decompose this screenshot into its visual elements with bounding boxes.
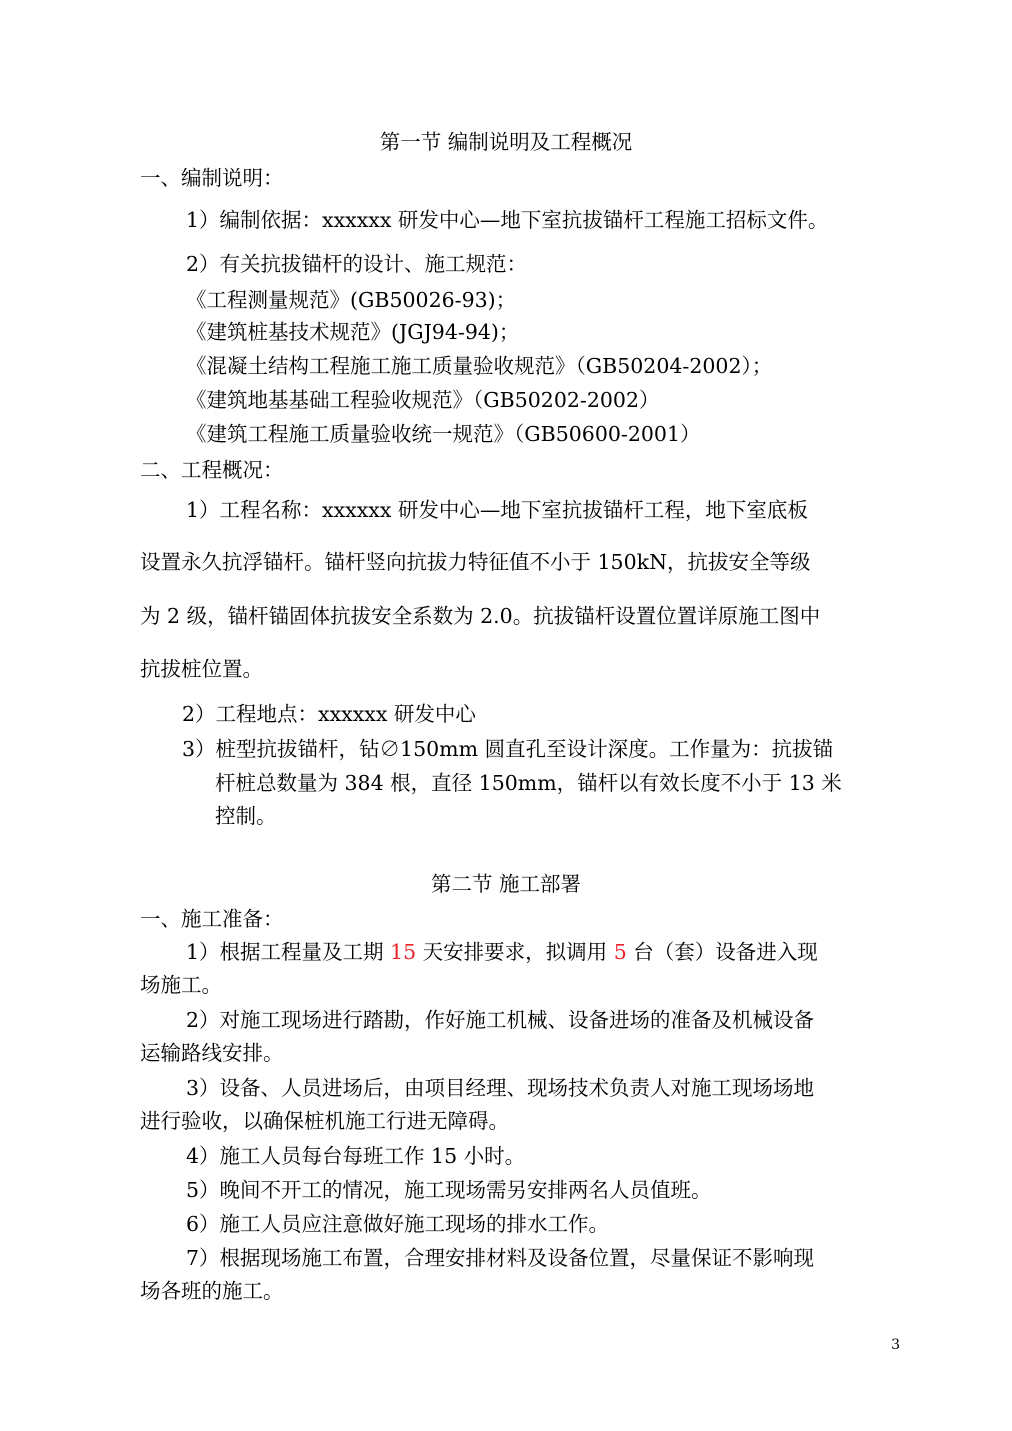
- prep-item-4: 4）施工人员每台每班工作 15 小时。: [186, 1144, 526, 1168]
- code-item: 《建筑地基基础工程验收规范》（GB50202-2002）: [186, 388, 660, 412]
- prep-item-2-cont: 运输路线安排。: [140, 1041, 284, 1065]
- duration-days: 15: [390, 940, 417, 964]
- pile-type-line: 控制。: [215, 804, 277, 828]
- prep-item-2: 2）对施工现场进行踏勘，作好施工机械、设备进场的准备及机械设备: [186, 1008, 815, 1032]
- prep-item-3-cont: 进行验收，以确保桩机施工行进无障碍。: [140, 1109, 509, 1133]
- prep-item-7-cont: 场各班的施工。: [140, 1279, 284, 1303]
- compile-basis: 1）编制依据：xxxxxx 研发中心—地下室抗拔锚杆工程施工招标文件。: [186, 208, 829, 232]
- prep-item-5: 5）晚间不开工的情况，施工现场需另安排两名人员值班。: [186, 1178, 712, 1202]
- page-number: 3: [891, 1337, 900, 1353]
- code-item: 《混凝土结构工程施工施工质量验收规范》（GB50204-2002）；: [186, 354, 773, 378]
- prep-item-1-cont: 场施工。: [140, 973, 222, 997]
- code-item: 《建筑桩基技术规范》(JGJ94-94)；: [186, 320, 520, 344]
- codes-intro: 2）有关抗拔锚杆的设计、施工规范：: [186, 252, 528, 276]
- pile-type-line: 杆桩总数量为 384 根，直径 150mm，锚杆以有效长度不小于 13 米: [215, 771, 842, 795]
- project-name-line: 设置永久抗浮锚杆。锚杆竖向抗拔力特征值不小于 150kN，抗拔安全等级: [140, 550, 811, 574]
- project-name-line: 抗拔桩位置。: [140, 657, 263, 681]
- prep-heading: 一、施工准备：: [140, 907, 284, 931]
- section1-title: 第一节 编制说明及工程概况: [379, 130, 633, 154]
- part2-heading: 二、工程概况：: [140, 458, 284, 482]
- section2-title: 第二节 施工部署: [430, 872, 582, 896]
- equipment-count: 5: [613, 940, 627, 964]
- project-location: 2）工程地点：xxxxxx 研发中心: [182, 702, 476, 726]
- prep-item-1: 1）根据工程量及工期 15 天安排要求，拟调用 5 台（套）设备进入现: [186, 940, 818, 964]
- prep-item-6: 6）施工人员应注意做好施工现场的排水工作。: [186, 1212, 610, 1236]
- project-name-line: 1）工程名称：xxxxxx 研发中心—地下室抗拔锚杆工程，地下室底板: [186, 498, 808, 522]
- part1-heading: 一、编制说明：: [140, 166, 284, 190]
- prep-item-7: 7）根据现场施工布置，合理安排材料及设备位置，尽量保证不影响现: [186, 1246, 815, 1270]
- prep-item-3: 3）设备、人员进场后，由项目经理、现场技术负责人对施工现场场地: [186, 1076, 815, 1100]
- code-item: 《工程测量规范》(GB50026-93)；: [186, 288, 517, 312]
- code-item: 《建筑工程施工质量验收统一规范》（GB50600-2001）: [186, 422, 701, 446]
- project-name-line: 为 2 级，锚杆锚固体抗拔安全系数为 2.0。抗拔锚杆设置位置详原施工图中: [140, 604, 821, 628]
- pile-type-line: 3）桩型抗拔锚杆，钻∅150mm 圆直孔至设计深度。工作量为：抗拔锚: [182, 737, 834, 761]
